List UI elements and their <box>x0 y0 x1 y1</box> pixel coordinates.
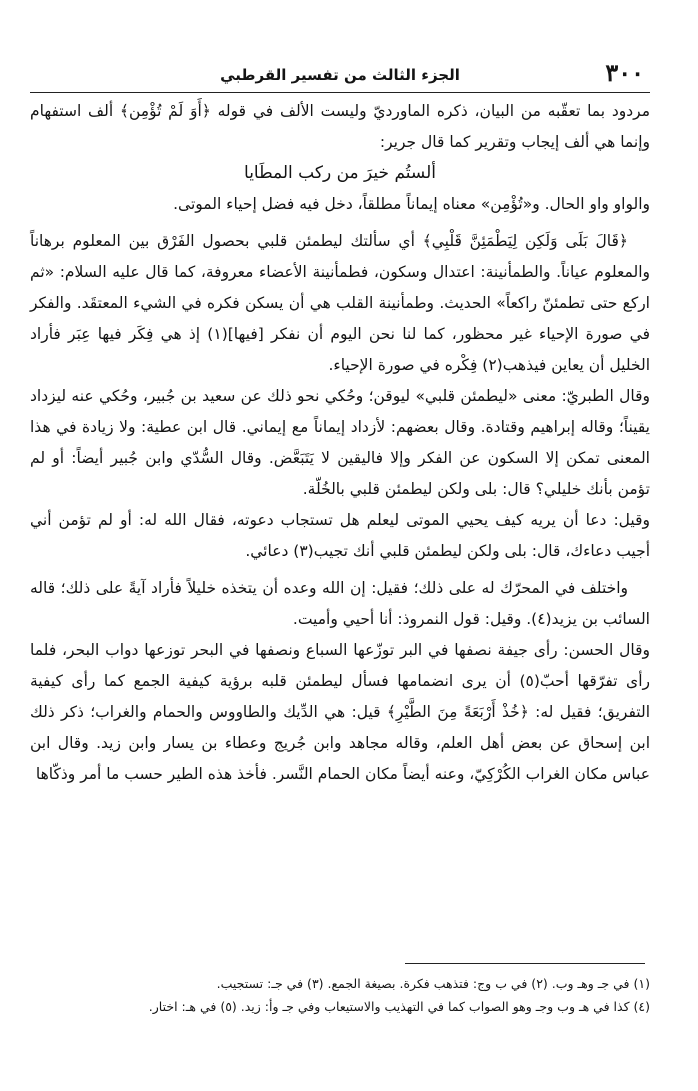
paragraph: والواو واو الحال. و«تُؤْمِن» معناه إيماناً مطلقاً، دخل فيه فضل إحياء الموتى. <box>173 195 650 213</box>
paragraph: وقال الحسن: رأى جيفة نصفها في البر توزّعها السباع ونصفها في البحر توزعها دواب البحر، فلما رأى تفرّقها أحبّ(٥) أن يرى انضمامها فسأل ليطمئن قلبه برؤية كيفية الجمع كما رأى كيفية التفريق؛ فقيل له: ﴿خُذْ أَرْبَعَةً مِنَ الطَّيْرِ﴾ قيل: هي الدِّيك والطاووس والحمام والغراب؛ ذكر ذلك ابن إسحاق عن بعض أهل العلم، وقاله مجاهد وابن جُريج وعطاء بن يسار وابن زيد. وقال ابن عباس مكان الغراب الكُرْكِيّ، وعنه أيضاً مكان الحمام النَّسر. فأخذ هذه الطير حسب ما أمر وذكّاها <box>30 641 650 783</box>
footnotes <box>30 972 650 1018</box>
paragraph: واختلف في المحرّك له على ذلك؛ فقيل: إن الله وعده أن يتخذه خليلاً فأراد آيةً على ذلك؛ قاله السائب بن يزيد(٤). وقيل: قول النمروذ: أنا أحيي وأميت. <box>30 579 650 628</box>
footnote-line: (١) في جـ وهـ وب. (٢) في ب وج: فتذهب فكرة. بصيغة الجمع. (٣) في جـ: تستجيب. <box>216 976 650 991</box>
page-number: ٣٠٠ <box>605 58 644 87</box>
running-title: الجزء الثالث من تفسير القرطبي <box>220 66 460 84</box>
poetry-verse: ألستُم خيرَ من ركب المطَايا <box>244 163 436 183</box>
page-header <box>30 56 650 93</box>
paragraph: وقال الطبريّ: معنى «ليطمئن قلبي» ليوقن؛ وحُكي نحو ذلك عن سعيد بن جُبير، وحُكي عنه ليزداد يقيناً؛ وقاله إبراهيم وقتادة. وقال بعضهم: لأزداد إيماناً مع إيماني. قال ابن عطية: ولا زيادة في هذا المعنى تمكن إلا السكون عن الفكر وإلا فاليقين لا يَتَبَعَّض. وقال السُّدّي وابن جُبير أيضاً: أو لم تؤمن بأنك خليلي؟ قال: بلى ولكن ليطمئن قلبي بالخُلّة. <box>30 387 650 498</box>
paragraph: ﴿قَالَ بَلَى وَلَكِن لِيَطْمَئِنَّ قَلْبِي﴾ أي سألتك ليطمئن قلبي بحصول الفَرْق بين المعلوم برهاناً والمعلوم عياناً. والطمأنينة: اعتدال وسكون، فطمأنينة الأعضاء معروفة، كما قال عليه السلام: «ثم اركع حتى تطمئنّ راكعاً» الحديث. وطمأنينة القلب هي أن يسكن فكره في الشيء المعتقَد. والفكر في صورة الإحياء غير محظور، كما لنا نحن اليوم أن نفكر [فيها](١) إذ هي فِكَر فيها عِبَر فأراد الخليل أن يعاين فيذهب(٢) فِكْره في صورة الإحياء. <box>30 232 650 374</box>
body-text <box>30 96 650 790</box>
footnote-divider <box>405 963 645 964</box>
paragraph: مردود بما تعقّبه من البيان، ذكره الماورديّ وليست الألف في قوله ﴿أَوَ لَمْ تُؤْمِن﴾ ألف استفهام وإنما هي ألف إيجاب وتقرير كما قال جرير: <box>30 102 650 151</box>
paragraph: وقيل: دعا أن يريه كيف يحيي الموتى ليعلم هل تستجاب دعوته، فقال الله له: أو لم تؤمن أني أجيب دعاءك، قال: بلى ولكن ليطمئن قلبي أنك تجيب(٣) دعائي. <box>30 511 650 560</box>
footnote-line: (٤) كذا في هـ وب وجـ وهو الصواب كما في التهذيب والاستيعاب وفي جـ وأ: زيد. (٥) في هـ: اختار. <box>148 999 650 1014</box>
